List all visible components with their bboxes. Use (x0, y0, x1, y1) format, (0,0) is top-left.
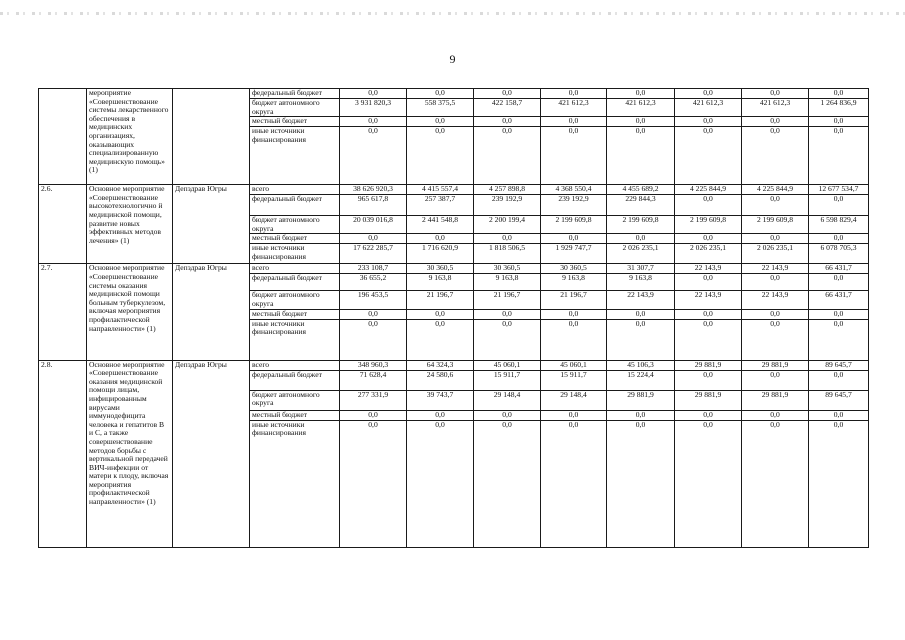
amount-cell: 0,0 (742, 309, 809, 319)
amount-cell: 0,0 (541, 127, 607, 185)
amount-cell: 0,0 (675, 319, 742, 360)
amount-cell: 29 881,9 (742, 390, 809, 410)
amount-cell: 0,0 (675, 370, 742, 390)
amount-cell: 348 960,3 (340, 360, 407, 370)
amount-cell: 66 431,7 (809, 291, 869, 309)
funding-source: бюджет автономного округа (250, 216, 340, 234)
row-index: 2.8. (39, 360, 87, 547)
amount-cell: 0,0 (407, 234, 474, 244)
amount-cell: 2 199 609,8 (541, 216, 607, 234)
amount-cell: 4 368 550,4 (541, 185, 607, 195)
amount-cell: 22 143,9 (742, 291, 809, 309)
amount-cell: 0,0 (407, 127, 474, 185)
amount-cell: 0,0 (675, 117, 742, 127)
amount-cell: 0,0 (742, 420, 809, 547)
amount-cell: 422 158,7 (474, 99, 541, 117)
amount-cell: 0,0 (809, 309, 869, 319)
amount-cell: 4 225 844,9 (742, 185, 809, 195)
amount-cell: 71 628,4 (340, 370, 407, 390)
amount-cell: 64 324,3 (407, 360, 474, 370)
amount-cell: 29 881,9 (607, 390, 675, 410)
table-row (39, 360, 869, 370)
activity-name: Основное мероприятие «Совершенствование системы оказания медицинской помощи больным туберкулезом, включая мероприятия профилактической направленности» (1) (87, 264, 173, 360)
funding-source: местный бюджет (250, 309, 340, 319)
amount-cell: 24 580,6 (407, 370, 474, 390)
amount-cell: 0,0 (541, 420, 607, 547)
amount-cell: 30 360,5 (474, 264, 541, 274)
amount-cell: 0,0 (675, 234, 742, 244)
amount-cell: 29 881,9 (742, 360, 809, 370)
amount-cell: 2 199 609,8 (675, 216, 742, 234)
executor: Депздрав Югры (173, 185, 250, 264)
amount-cell: 29 881,9 (675, 360, 742, 370)
amount-cell: 15 224,4 (607, 370, 675, 390)
amount-cell: 12 677 534,7 (809, 185, 869, 195)
amount-cell: 0,0 (474, 309, 541, 319)
amount-cell: 421 612,3 (675, 99, 742, 117)
amount-cell: 0,0 (809, 274, 869, 291)
amount-cell: 0,0 (675, 89, 742, 99)
amount-cell: 39 743,7 (407, 390, 474, 410)
amount-cell: 0,0 (607, 127, 675, 185)
amount-cell: 2 026 235,1 (742, 244, 809, 264)
amount-cell: 2 199 609,8 (607, 216, 675, 234)
amount-cell: 0,0 (607, 410, 675, 420)
funding-source: федеральный бюджет (250, 274, 340, 291)
amount-cell: 6 078 705,3 (809, 244, 869, 264)
amount-cell: 0,0 (809, 117, 869, 127)
funding-source: местный бюджет (250, 234, 340, 244)
amount-cell: 0,0 (340, 117, 407, 127)
amount-cell: 0,0 (340, 234, 407, 244)
amount-cell: 0,0 (340, 420, 407, 547)
amount-cell: 0,0 (340, 309, 407, 319)
amount-cell: 0,0 (340, 319, 407, 360)
amount-cell: 0,0 (742, 274, 809, 291)
amount-cell: 38 626 920,3 (340, 185, 407, 195)
amount-cell: 22 143,9 (607, 291, 675, 309)
amount-cell: 239 192,9 (541, 195, 607, 216)
amount-cell: 0,0 (474, 117, 541, 127)
activity-name: Основное мероприятие «Совершенствование высокотехнологично й медицинской помощи, развитие новых эффективных методов лечения» (1) (87, 185, 173, 264)
funding-source: местный бюджет (250, 410, 340, 420)
amount-cell: 421 612,3 (742, 99, 809, 117)
funding-source: иные источники финансирования (250, 127, 340, 185)
amount-cell: 0,0 (809, 420, 869, 547)
funding-source: бюджет автономного округа (250, 291, 340, 309)
amount-cell: 0,0 (474, 410, 541, 420)
amount-cell: 89 645,7 (809, 390, 869, 410)
amount-cell: 0,0 (809, 234, 869, 244)
amount-cell: 0,0 (474, 127, 541, 185)
executor: Депздрав Югры (173, 360, 250, 547)
amount-cell: 9 163,8 (607, 274, 675, 291)
amount-cell: 21 196,7 (541, 291, 607, 309)
amount-cell: 0,0 (541, 410, 607, 420)
amount-cell: 0,0 (407, 117, 474, 127)
amount-cell: 0,0 (809, 89, 869, 99)
amount-cell: 421 612,3 (541, 99, 607, 117)
amount-cell: 17 622 285,7 (340, 244, 407, 264)
amount-cell: 0,0 (742, 370, 809, 390)
amount-cell: 0,0 (742, 195, 809, 216)
amount-cell: 15 911,7 (474, 370, 541, 390)
funding-source: всего (250, 264, 340, 274)
amount-cell: 257 387,7 (407, 195, 474, 216)
amount-cell: 4 455 689,2 (607, 185, 675, 195)
amount-cell: 239 192,9 (474, 195, 541, 216)
amount-cell: 66 431,7 (809, 264, 869, 274)
amount-cell: 421 612,3 (607, 99, 675, 117)
amount-cell: 0,0 (407, 89, 474, 99)
row-index: 2.6. (39, 185, 87, 264)
amount-cell: 4 257 898,8 (474, 185, 541, 195)
funding-source: местный бюджет (250, 117, 340, 127)
page-number: 9 (449, 52, 456, 66)
amount-cell: 15 911,7 (541, 370, 607, 390)
amount-cell: 558 375,5 (407, 99, 474, 117)
amount-cell: 29 148,4 (474, 390, 541, 410)
amount-cell: 20 039 016,8 (340, 216, 407, 234)
amount-cell: 0,0 (407, 309, 474, 319)
amount-cell: 0,0 (675, 195, 742, 216)
amount-cell: 9 163,8 (407, 274, 474, 291)
amount-cell: 0,0 (474, 319, 541, 360)
amount-cell: 0,0 (675, 274, 742, 291)
amount-cell: 21 196,7 (474, 291, 541, 309)
amount-cell: 0,0 (742, 319, 809, 360)
amount-cell: 229 844,3 (607, 195, 675, 216)
amount-cell: 0,0 (742, 127, 809, 185)
amount-cell: 22 143,9 (675, 291, 742, 309)
amount-cell: 0,0 (742, 410, 809, 420)
amount-cell: 31 307,7 (607, 264, 675, 274)
amount-cell: 4 225 844,9 (675, 185, 742, 195)
amount-cell: 4 415 557,4 (407, 185, 474, 195)
amount-cell: 965 617,8 (340, 195, 407, 216)
amount-cell: 0,0 (607, 309, 675, 319)
amount-cell: 0,0 (541, 309, 607, 319)
funding-source: иные источники финансирования (250, 244, 340, 264)
financing-table (38, 88, 869, 548)
amount-cell: 2 026 235,1 (675, 244, 742, 264)
amount-cell: 0,0 (541, 319, 607, 360)
table-row (39, 264, 869, 274)
funding-source: федеральный бюджет (250, 195, 340, 216)
amount-cell: 0,0 (809, 195, 869, 216)
amount-cell: 9 163,8 (541, 274, 607, 291)
amount-cell: 1 264 836,9 (809, 99, 869, 117)
amount-cell: 0,0 (541, 89, 607, 99)
table-row (39, 89, 869, 99)
funding-source: федеральный бюджет (250, 89, 340, 99)
amount-cell: 0,0 (407, 319, 474, 360)
amount-cell: 89 645,7 (809, 360, 869, 370)
amount-cell: 0,0 (607, 234, 675, 244)
amount-cell: 0,0 (809, 410, 869, 420)
funding-source: иные источники финансирования (250, 420, 340, 547)
amount-cell: 0,0 (474, 420, 541, 547)
amount-cell: 1 929 747,7 (541, 244, 607, 264)
executor (173, 89, 250, 185)
amount-cell: 45 060,1 (541, 360, 607, 370)
activity-name: Основное мероприятие «Совершенствование оказания медицинской помощи лицам, инфицированным вирусами иммунодефицита человека и гепатитов В и С, а также совершенствование методов борьбы с вертикальной передачей ВИЧ-инфекции от матери к плоду, включая мероприятия профилактической направленности» (1) (87, 360, 173, 547)
amount-cell: 0,0 (607, 117, 675, 127)
amount-cell: 0,0 (675, 309, 742, 319)
scan-noise-strip (0, 12, 905, 15)
amount-cell: 3 931 820,3 (340, 99, 407, 117)
amount-cell: 233 108,7 (340, 264, 407, 274)
activity-name: мероприятие «Совершенствование системы лекарственного обеспечения в медицинских организациях, оказывающих специализированную медицинскую помощь» (1) (87, 89, 173, 185)
amount-cell: 0,0 (541, 234, 607, 244)
row-index: 2.7. (39, 264, 87, 360)
amount-cell: 30 360,5 (407, 264, 474, 274)
amount-cell: 0,0 (407, 420, 474, 547)
funding-source: всего (250, 360, 340, 370)
amount-cell: 0,0 (675, 127, 742, 185)
amount-cell: 196 453,5 (340, 291, 407, 309)
amount-cell: 9 163,8 (474, 274, 541, 291)
table-row (39, 185, 869, 195)
amount-cell: 0,0 (742, 89, 809, 99)
amount-cell: 2 199 609,8 (742, 216, 809, 234)
amount-cell: 1 818 506,5 (474, 244, 541, 264)
amount-cell: 0,0 (340, 410, 407, 420)
amount-cell: 0,0 (607, 319, 675, 360)
amount-cell: 0,0 (340, 127, 407, 185)
amount-cell: 36 655,2 (340, 274, 407, 291)
table-body (39, 89, 869, 548)
amount-cell: 22 143,9 (675, 264, 742, 274)
amount-cell: 45 060,1 (474, 360, 541, 370)
amount-cell: 0,0 (407, 410, 474, 420)
amount-cell: 2 026 235,1 (607, 244, 675, 264)
amount-cell: 0,0 (809, 127, 869, 185)
executor: Депздрав Югры (173, 264, 250, 360)
amount-cell: 22 143,9 (742, 264, 809, 274)
amount-cell: 0,0 (474, 234, 541, 244)
amount-cell: 0,0 (340, 89, 407, 99)
amount-cell: 0,0 (607, 420, 675, 547)
amount-cell: 0,0 (607, 89, 675, 99)
amount-cell: 29 881,9 (675, 390, 742, 410)
amount-cell: 2 441 548,8 (407, 216, 474, 234)
amount-cell: 21 196,7 (407, 291, 474, 309)
row-index (39, 89, 87, 185)
amount-cell: 0,0 (742, 117, 809, 127)
amount-cell: 29 148,4 (541, 390, 607, 410)
amount-cell: 6 598 829,4 (809, 216, 869, 234)
funding-source: бюджет автономного округа (250, 99, 340, 117)
amount-cell: 0,0 (809, 319, 869, 360)
amount-cell: 2 200 199,4 (474, 216, 541, 234)
amount-cell: 0,0 (809, 370, 869, 390)
amount-cell: 0,0 (675, 410, 742, 420)
funding-source: федеральный бюджет (250, 370, 340, 390)
amount-cell: 45 106,3 (607, 360, 675, 370)
funding-source: иные источники финансирования (250, 319, 340, 360)
amount-cell: 0,0 (675, 420, 742, 547)
amount-cell: 0,0 (742, 234, 809, 244)
funding-source: бюджет автономного округа (250, 390, 340, 410)
amount-cell: 277 331,9 (340, 390, 407, 410)
funding-source: всего (250, 185, 340, 195)
amount-cell: 0,0 (541, 117, 607, 127)
amount-cell: 1 716 620,9 (407, 244, 474, 264)
amount-cell: 0,0 (474, 89, 541, 99)
amount-cell: 30 360,5 (541, 264, 607, 274)
